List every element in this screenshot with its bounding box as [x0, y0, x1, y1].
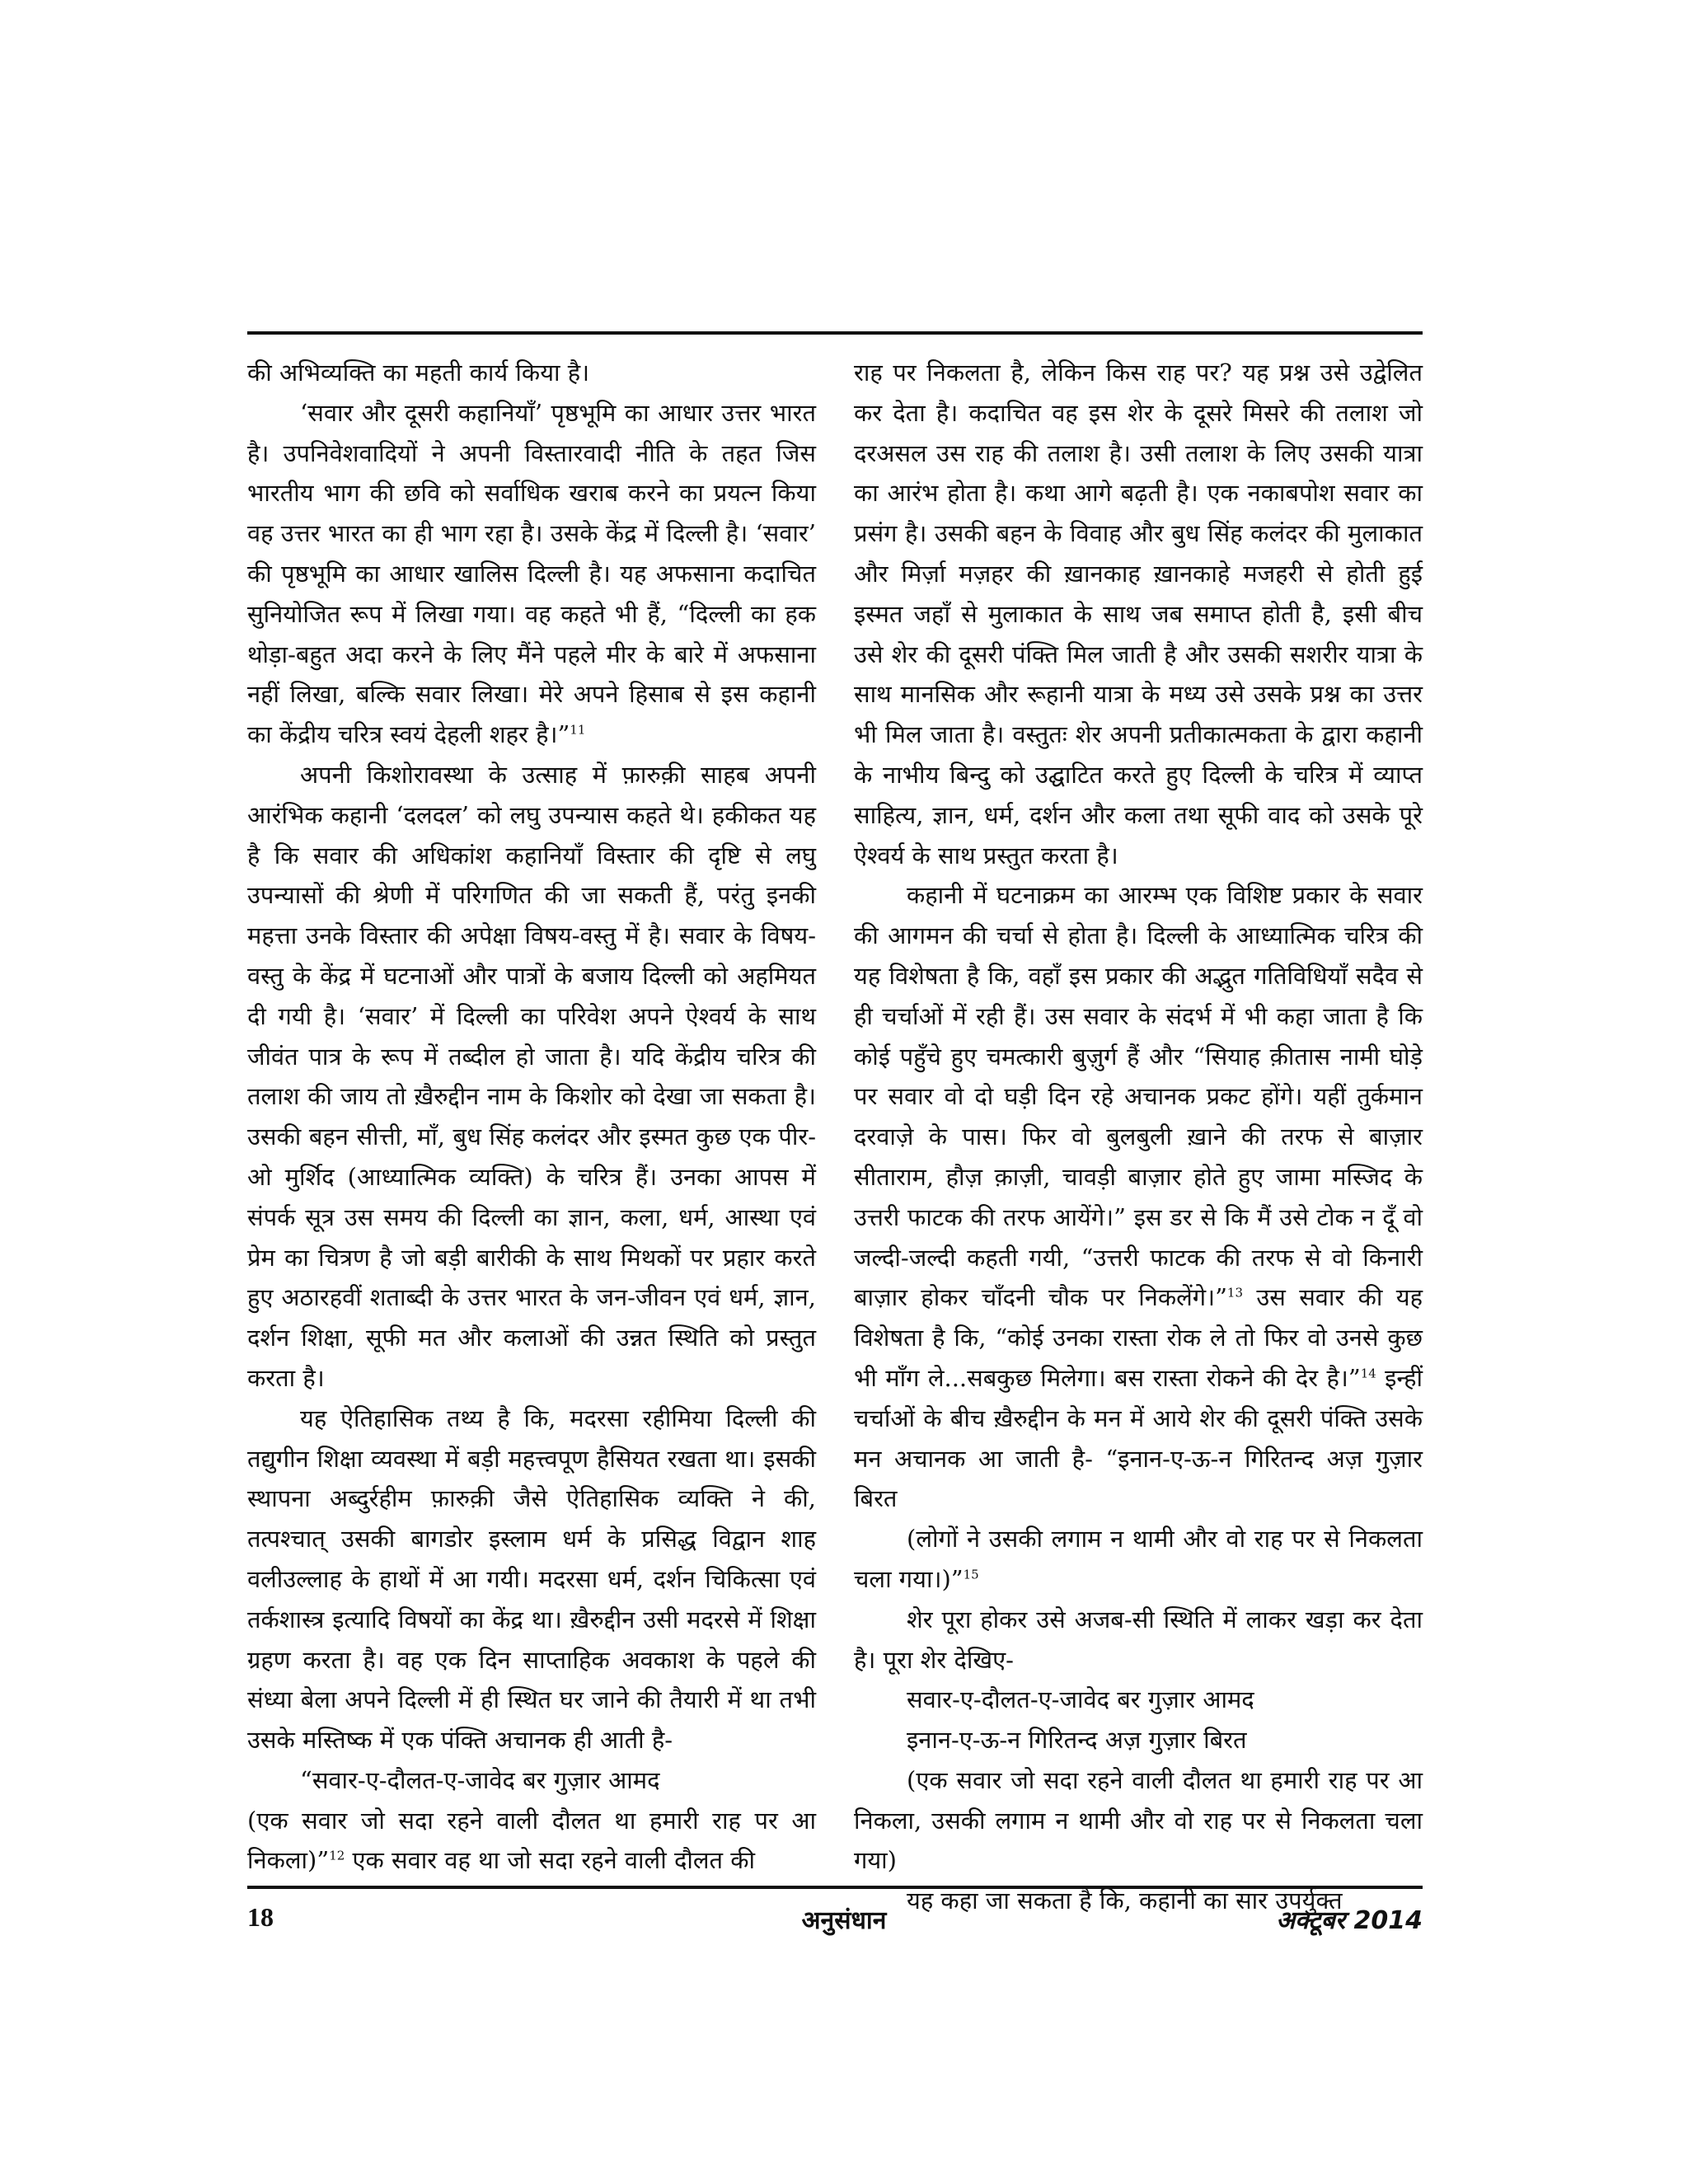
paragraph-text: ‘सवार और दूसरी कहानियाँ’ पृष्ठभूमि का आधार उत्तर भारत है। उपनिवेशवादियों ने अपनी विस्तारवादी नीति के तहत जिस भारतीय भाग की छवि को सर्वाधिक खराब करने का प्रयत्न किया वह उत्तर भारत का ही भाग रहा है। उसके केंद्र में दिल्ली है। ‘सवार’ की पृष्ठभूमि का आधार खालिस दिल्ली है। यह अफसाना कदाचित सुनियोजित रूप में लिखा गया। वह कहते भी हैं, “दिल्ली का हक थोड़ा-बहुत अदा करने के लिए मैंने पहले मीर के बारे में अफसाना नहीं लिखा, बल्कि सवार लिखा। मेरे अपने हिसाब से इस कहानी का केंद्रीय चरित्र स्वयं देहली शहर है।” [247, 398, 816, 749]
issue-date: अक्टूबर 2014 [1276, 1906, 1423, 1935]
paragraph: (एक सवार जो सदा रहने वाली दौलत था हमारी राह पर आ निकला, उसकी लगाम न थामी और वो राह पर से निकलता चला गया) [854, 1765, 1423, 1875]
paragraph-text: एक सवार वह था जो सदा रहने वाली दौलत की [345, 1846, 756, 1875]
paragraph-text: (एक सवार जो सदा रहने वाली दौलत था हमारी राह पर आ निकला)” [247, 1806, 816, 1875]
verse-line: सवार-ए-दौलत-ए-जावेद बर गुज़ार आमद [907, 1685, 1254, 1714]
footer-rule [247, 1886, 1423, 1889]
paragraph-text: (लोगों ने उसकी लगाम न थामी और वो राह पर से निकलता चला गया।)” [854, 1525, 1423, 1593]
paragraph: यह कहा जा सकता है कि, कहानी का सार उपर्युक्त [907, 1886, 1343, 1915]
paragraph: अपनी किशोरावस्था के उत्साह में फ़ारुक़ी साहब अपनी आरंभिक कहानी ‘दलदल’ को लघु उपन्यास कहते थे। हकीकत यह है कि सवार की अधिकांश कहानियाँ विस्तार की दृष्टि से लघु उपन्यासों की श्रेणी में परिगणित की जा सकती हैं, परंतु इनकी महत्ता उनके विस्तार की अपेक्षा विषय-वस्तु में है। सवार के विषय-वस्तु के केंद्र में घटनाओं और पात्रों के बजाय दिल्ली को अहमियत दी गयी है। ‘सवार’ में दिल्ली का परिवेश अपने ऐश्वर्य के साथ जीवंत पात्र के रूप में तब्दील हो जाता है। यदि केंद्रीय चरित्र की तलाश की जाय तो ख़ैरुद्दीन नाम के किशोर को देखा जा सकता है। उसकी बहन सीत्ती, माँ, बुध सिंह कलंदर और इस्मत कुछ एक पीर-ओ मुर्शिद (आध्यात्मिक व्यक्ति) के चरित्र हैं। उनका आपस में संपर्क सूत्र उस समय की दिल्ली का ज्ञान, कला, धर्म, आस्था एवं प्रेम का चित्रण है जो बड़ी बारीकी के साथ मिथकों पर प्रहार करते हुए अठारहवीं शताब्दी के उत्तर भारत के जन-जीवन एवं धर्म, ज्ञान, दर्शन शिक्षा, सूफी मत और कलाओं की उन्नत स्थिति को प्रस्तुत करता है। [247, 760, 816, 1392]
paragraph: शेर पूरा होकर उसे अजब-सी स्थिति में लाकर खड़ा कर देता है। पूरा शेर देखिए- [854, 1605, 1423, 1674]
paragraph: की अभिव्यक्ति का महती कार्य किया है। [247, 359, 590, 387]
paragraph: राह पर निकलता है, लेकिन किस राह पर? यह प्रश्न उसे उद्वेलित कर देता है। कदाचित वह इस शेर के दूसरे मिसरे की तलाश जो दरअसल उस राह की तलाश है। उसी तलाश के लिए उसकी यात्रा का आरंभ होता है। कथा आगे बढ़ती है। एक नकाबपोश सवार का प्रसंग है। उसकी बहन के विवाह और बुध सिंह कलंदर की मुलाकात और मिर्ज़ा मज़हर की ख़ानकाह ख़ानकाहे मजहरी से होती हुई इस्मत जहाँ से मुलाकात के साथ जब समाप्त होती है, इसी बीच उसे शेर की दूसरी पंक्ति मिल जाती है और उसकी सशरीर यात्रा के साथ मानसिक और रूहानी यात्रा के मध्य उसे उसके प्रश्न का उत्तर भी मिल जाता है। वस्तुतः शेर अपनी प्रतीकात्मकता के द्वारा कहानी के नाभीय बिन्दु को उद्घाटित करते हुए दिल्ली के चरित्र में व्याप्त साहित्य, ज्ञान, धर्म, दर्शन और कला तथा सूफी वाद को उसके पूरे ऐश्वर्य के साथ प्रस्तुत करता है। [854, 359, 1423, 869]
right-column [854, 353, 1423, 1921]
footnote-ref: 15 [963, 1567, 979, 1582]
paragraph-text: उस सवार की यह विशेषता है कि, “कोई उनका रास्ता रोक ले तो फिर वो उनसे कुछ भी माँग ले...सबकुछ मिलेगा। बस रास्ता रोकने की देर है।” [854, 1283, 1423, 1392]
paragraph-text: कहानी में घटनाक्रम का आरम्भ एक विशिष्ट प्रकार के सवार की आगमन की चर्चा से होता है। दिल्ली के आध्यात्मिक चरित्र की यह विशेषता है कि, वहाँ इस प्रकार की अद्भुत गतिविधियाँ सदैव से ही चर्चाओं में रही हैं। उस सवार के संदर्भ में भी कहा जाता है कि कोई पहुँचे हुए चमत्कारी बुज़ुर्ग हैं और “सियाह क़ीतास नामी घोड़े पर सवार वो दो घड़ी दिन रहे अचानक प्रकट होंगे। यहीं तुर्कमान दरवाज़े के पास। फिर वो बुलबुली ख़ाने की तरफ से बाज़ार सीताराम, हौज़ क़ाज़ी, चावड़ी बाज़ार होते हुए जामा मस्जिद के उत्तरी फाटक की तरफ आयेंगे।” इस डर से कि मैं उसे टोक न दूँ वो जल्दी-जल्दी कहती गयी, “उत्तरी फाटक की तरफ से वो किनारी बाज़ार होकर चाँदनी चौक पर निकलेंगे।” [854, 881, 1423, 1312]
verse-line: “सवार-ए-दौलत-ए-जावेद बर गुज़ार आमद [300, 1765, 660, 1794]
page-number: 18 [247, 1902, 274, 1932]
paragraph [854, 1519, 1423, 1600]
footnote-ref: 14 [1360, 1366, 1376, 1381]
paragraph [854, 875, 1423, 1519]
journal-title: अनुसंधान [801, 1906, 887, 1935]
left-column [247, 353, 816, 1881]
paragraph [247, 1801, 816, 1882]
paragraph [247, 393, 816, 755]
paragraph: यह ऐतिहासिक तथ्य है कि, मदरसा रहीमिया दिल्ली की तद्युगीन शिक्षा व्यवस्था में बड़ी महत्त्वपूण हैसियत रखता था। इसकी स्थापना अब्दुर्रहीम फ़ारुक़ी जैसे ऐतिहासिक व्यक्ति ने की, तत्पश्चात् उसकी बागडोर इस्लाम धर्म के प्रसिद्ध विद्वान शाह वलीउल्लाह के हाथों में आ गयी। मदरसा धर्म, दर्शन चिकित्सा एवं तर्कशास्त्र इत्यादि विषयों का केंद्र था। ख़ैरुद्दीन उसी मदरसे में शिक्षा ग्रहण करता है। वह एक दिन साप्ताहिक अवकाश के पहले की संध्या बेला अपने दिल्ली में ही स्थित घर जाने की तैयारी में था तभी उसके मस्तिष्क में एक पंक्ति अचानक ही आती है- [247, 1404, 816, 1755]
verse-line: इनान-ए-ऊ-न गिरितन्द अज़ गुज़ार बिरत [907, 1726, 1247, 1755]
footnote-ref: 13 [1226, 1285, 1243, 1301]
footnote-ref: 11 [570, 722, 586, 738]
paragraph-text: इन्हीं चर्चाओं के बीच ख़ैरुद्दीन के मन में आये शेर की दूसरी पंक्ति उसके मन अचानक आ जाती है- “इनान-ए-ऊ-न गिरितन्द अज़ गुज़ार बिरत [854, 1363, 1423, 1513]
footnote-ref: 12 [329, 1848, 345, 1863]
header-rule [247, 331, 1423, 335]
